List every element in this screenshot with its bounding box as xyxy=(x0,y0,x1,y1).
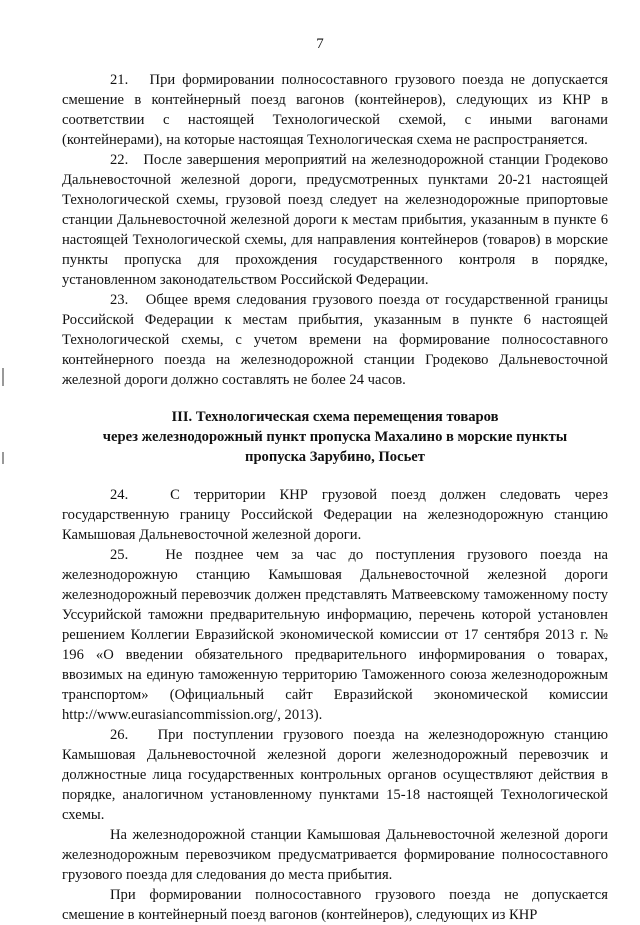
scan-edge-mark xyxy=(2,452,4,464)
section-heading-line: через железнодорожный пункт пропуска Махалино в морские пункты xyxy=(102,429,568,445)
paragraph-21: 21. При формировании полносоставного грузового поезда не допускается смешение в контейнерный поезд вагонов (контейнеров), следующих из КНР в соответствии с настоящей Технологической схемой, с иными вагонами (контейнерами), на которые настоящая Технологическая схема не распространяется. xyxy=(62,72,608,148)
paragraph-formation: При формировании полносоставного грузового поезда не допускается смешение в контейнерный поезд вагонов (контейнеров), следующих из КНР xyxy=(62,887,608,923)
paragraph-camyshovaya: На железнодорожной станции Камышовая Дальневосточной железной дороги железнодорожным перевозчиком предусматривается формирование полносоставного грузового поезда для следования до места прибытия. xyxy=(62,827,608,883)
page-number: 7 xyxy=(316,36,324,52)
paragraph-26: 26. При поступлении грузового поезда на железнодорожную станцию Камышовая Дальневосточной железной дороги железнодорожный перевозчик и должностные лица государственных контрольных органов осуществляют действия в порядке, аналогичном установленному пунктами 15-18 настоящей Технологической схемы. xyxy=(62,727,608,823)
paragraph-23: 23. Общее время следования грузового поезда от государственной границы Российской Федерации к местам прибытия, указанным в пункте 6 настоящей Технологической схемы, с учетом времени на формирование полносоставного контейнерного поезда на железнодорожной станции Гродеково Дальневосточной железной дороги должно составлять не более 24 часов. xyxy=(62,292,608,388)
paragraph-24: 24. С территории КНР грузовой поезд должен следовать через государственную границу Российской Федерации на железнодорожную станцию Камышовая Дальневосточной железной дороги. xyxy=(62,487,608,543)
body-text xyxy=(62,70,608,925)
paragraph-25: 25. Не позднее чем за час до поступления грузового поезда на железнодорожную станцию Камышовая Дальневосточной железной дороги железнодорожный перевозчик должен представлять Матвеевскому таможенному посту Уссурийской таможни предварительную информацию, перечень которой установлен решением Коллегии Евразийской экономической комиссии от 17 сентября 2013 г. № 196 «О введении обязательного предварительного информирования о товарах, ввозимых на единую таможенную территорию Таможенного союза железнодорожным транспортом» (Официальный сайт Евразийской экономической комиссии http://www.eurasiancommission.org/, 2013). xyxy=(62,547,608,723)
paragraph-22: 22. После завершения мероприятий на железнодорожной станции Гродеково Дальневосточной железной дороги, предусмотренных пунктами 20-21 настоящей Технологической схемы, грузовой поезд следует на железнодорожные припортовые станции Дальневосточной железной дороги к местам прибытия, указанным в пункте 6 настоящей Технологической схемы, для направления контейнеров (товаров) в морские пункты пропуска для прохождения государственного контроля в порядке, установленном законодательством Российской Федерации. xyxy=(62,152,608,288)
section-heading-line: пропуска Зарубино, Посьет xyxy=(245,449,425,465)
section-heading-line: III. Технологическая схема перемещения товаров xyxy=(171,409,499,425)
section-heading xyxy=(62,407,608,467)
scan-edge-mark xyxy=(2,368,4,386)
